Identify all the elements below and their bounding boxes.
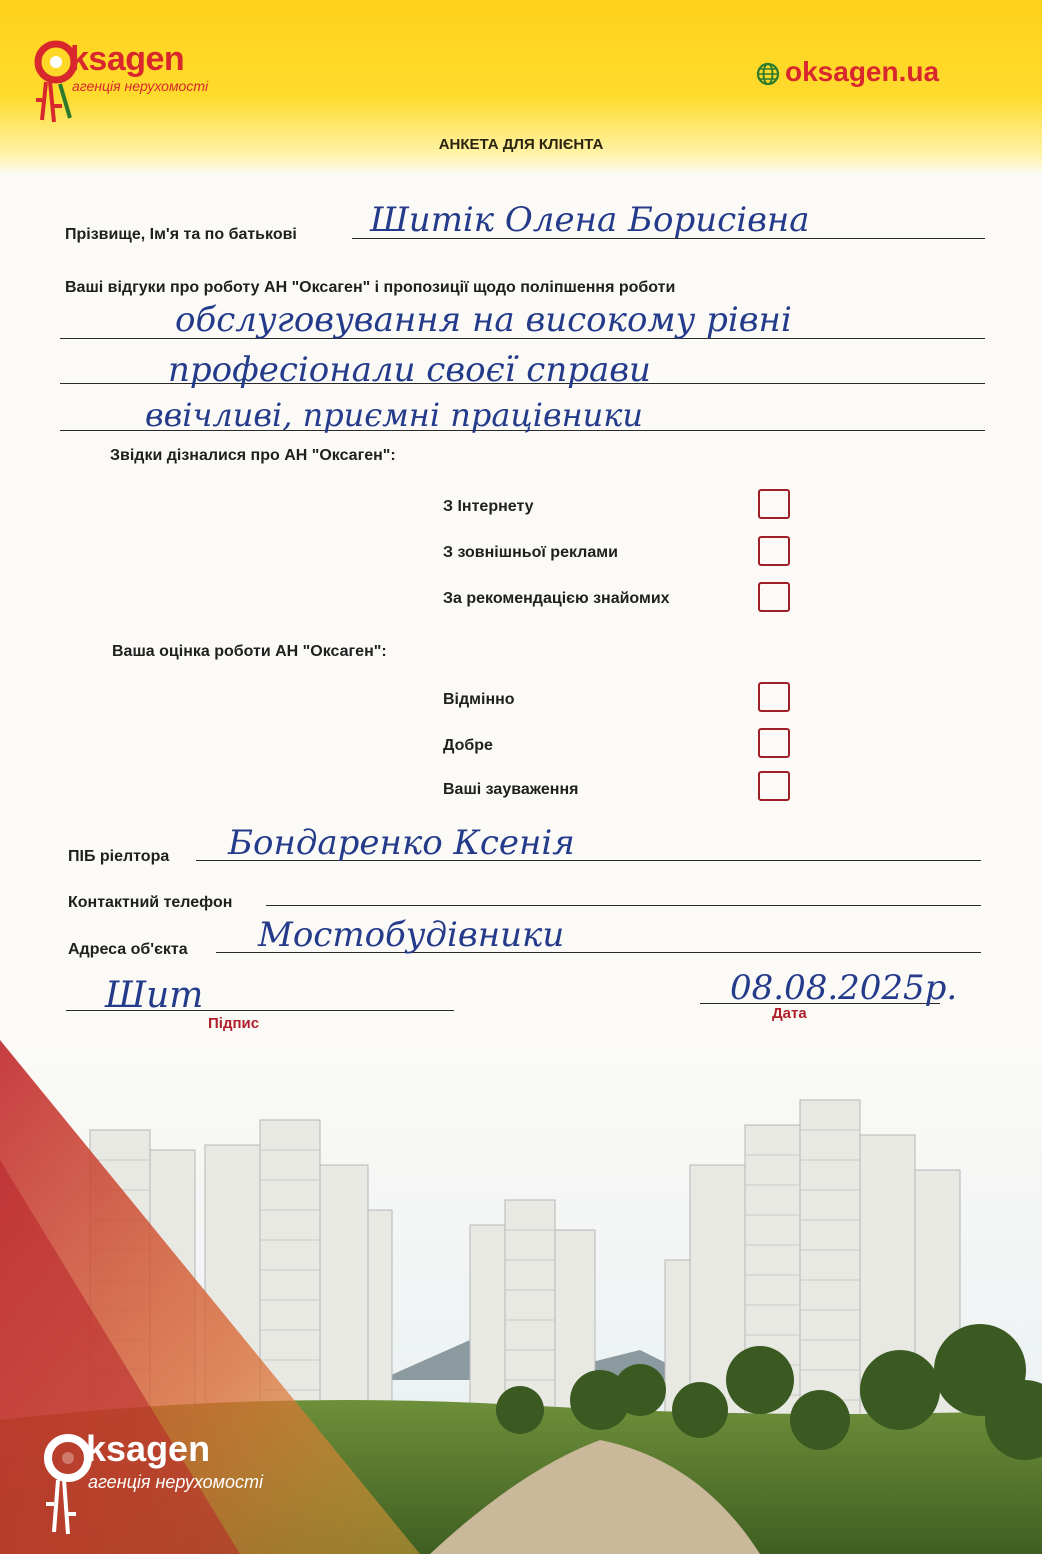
realtor-value[interactable]: Бондаренко Ксенія bbox=[228, 823, 575, 863]
globe-icon bbox=[756, 62, 780, 86]
source-option-recommendation: За рекомендацією знайомих bbox=[443, 590, 670, 607]
checkbox-good[interactable] bbox=[758, 728, 790, 758]
date-label: Дата bbox=[772, 1005, 807, 1022]
form-title: АНКЕТА ДЛЯ КЛІЄНТА bbox=[438, 136, 604, 153]
checkbox-ads[interactable] bbox=[758, 536, 790, 566]
header-logo-text: ksagen bbox=[70, 40, 185, 78]
feedback-text-3[interactable]: ввічливі, приємні працівники bbox=[145, 396, 643, 434]
footer-logo-tagline: агенція нерухомості bbox=[88, 1472, 263, 1492]
checkbox-remarks[interactable] bbox=[758, 771, 790, 801]
checkbox-recommendation[interactable] bbox=[758, 582, 790, 612]
date-value[interactable]: 08.08.2025р. bbox=[730, 968, 958, 1008]
footer-logo-text: ksagen bbox=[86, 1428, 211, 1469]
full-name-label: Прізвище, Ім'я та по батькові bbox=[65, 226, 297, 243]
address-label: Адреса об'єкта bbox=[68, 941, 188, 958]
feedback-text-1[interactable]: обслуговування на високому рівні bbox=[175, 300, 792, 340]
feedback-label: Ваші відгуки про роботу АН "Оксаген" і пропозиції щодо поліпшення роботи bbox=[65, 279, 676, 296]
signature-value[interactable]: Шит bbox=[105, 975, 204, 1016]
checkbox-internet[interactable] bbox=[758, 489, 790, 519]
rating-option-remarks: Ваші зауваження bbox=[443, 781, 579, 798]
header-logo-tagline: агенція нерухомості bbox=[72, 78, 209, 94]
rating-option-excellent: Відмінно bbox=[443, 691, 515, 708]
address-value[interactable]: Мостобудівники bbox=[258, 915, 565, 955]
phone-label: Контактний телефон bbox=[68, 894, 233, 911]
signature-label: Підпис bbox=[208, 1015, 260, 1032]
full-name-value[interactable]: Шитік Олена Борисівна bbox=[370, 200, 810, 240]
checkbox-excellent[interactable] bbox=[758, 682, 790, 712]
rating-option-good: Добре bbox=[443, 737, 493, 754]
rating-label: Ваша оцінка роботи АН "Оксаген": bbox=[112, 643, 387, 660]
feedback-text-2[interactable]: професіонали своєї справи bbox=[168, 350, 651, 390]
realtor-label: ПІБ ріелтора bbox=[68, 848, 170, 865]
phone-line[interactable] bbox=[266, 905, 981, 906]
source-label: Звідки дізналися про АН "Оксаген": bbox=[110, 447, 396, 464]
source-option-internet: З Інтернету bbox=[443, 498, 534, 515]
source-option-ads: З зовнішньої реклами bbox=[443, 544, 618, 561]
website-link[interactable]: oksagen.ua bbox=[785, 56, 940, 87]
